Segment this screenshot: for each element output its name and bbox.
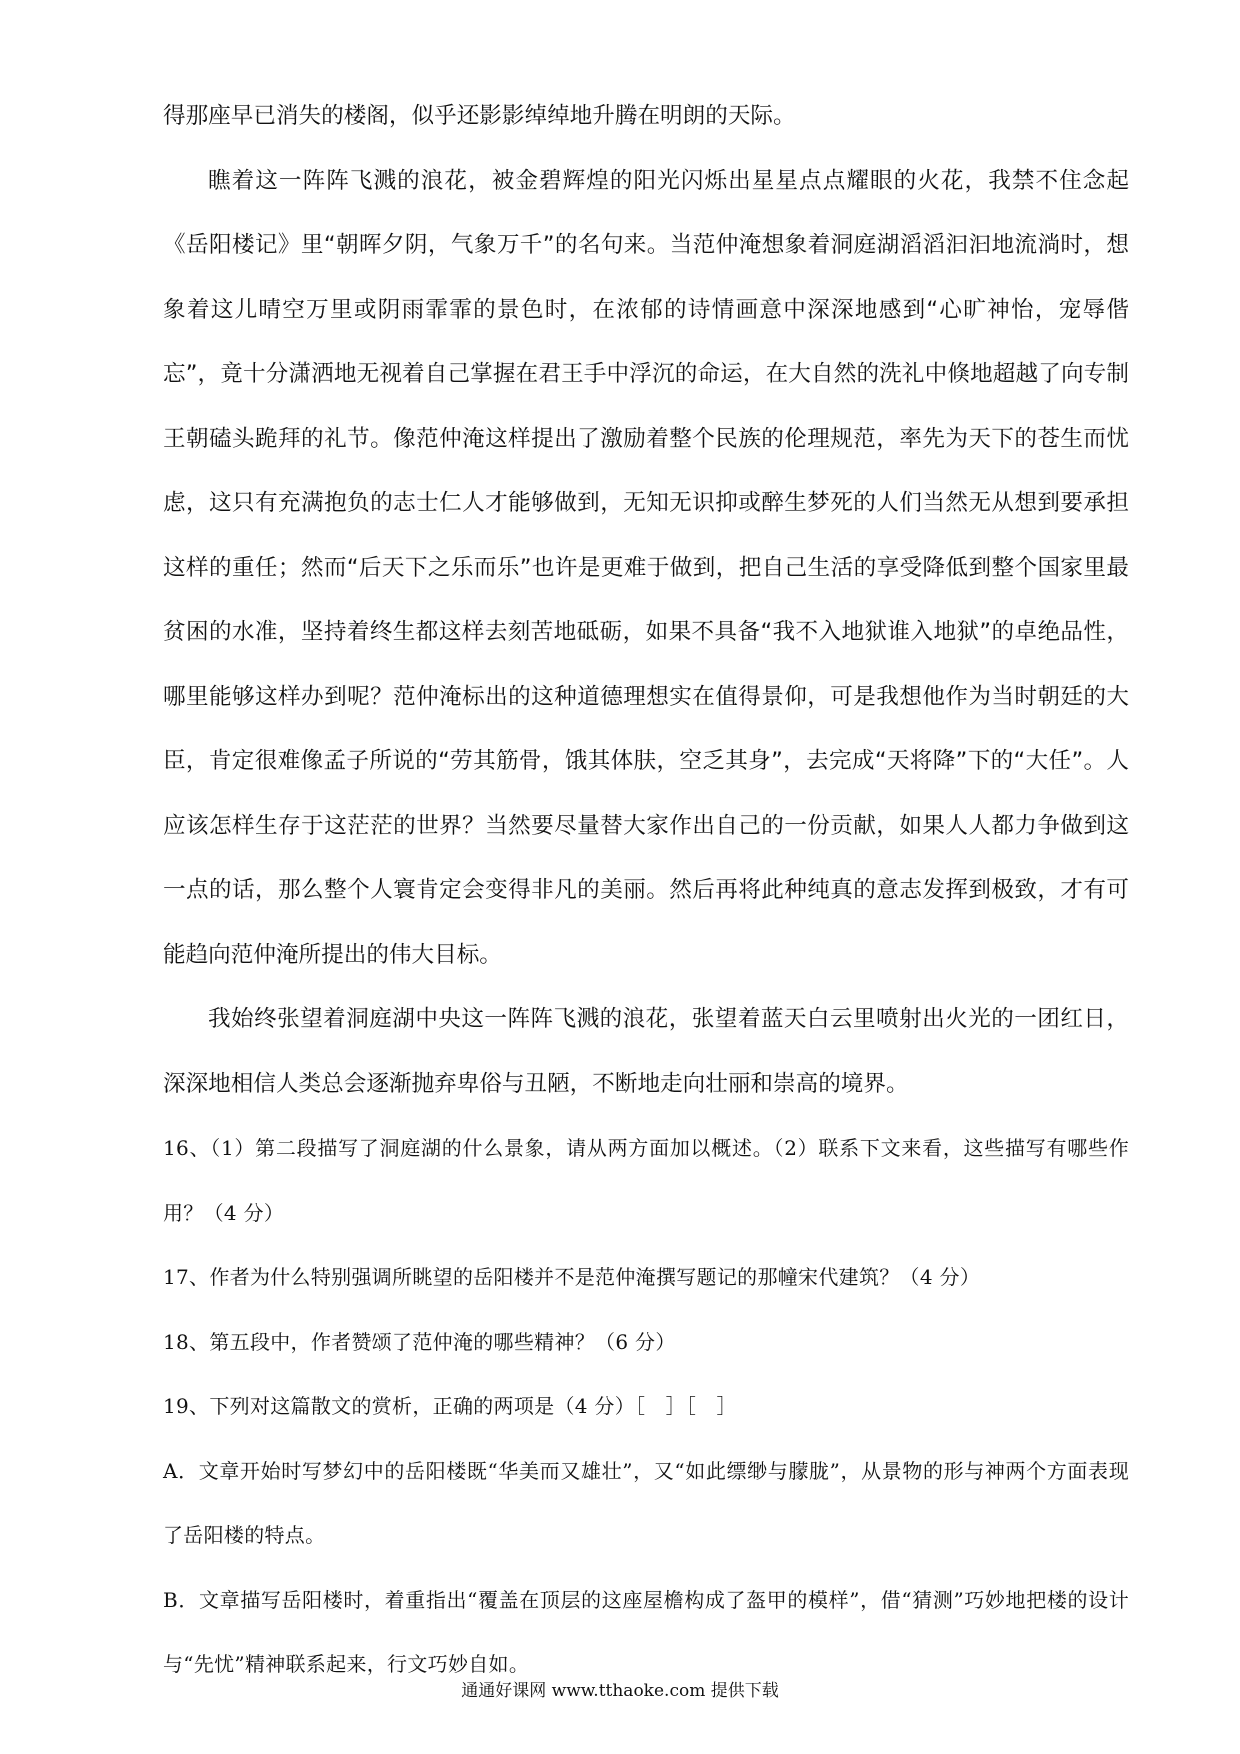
passage-paragraph-2: 瞧着这一阵阵飞溅的浪花，被金碧辉煌的阳光闪烁出星星点点耀眼的火花，我禁不住念起《岳阳楼记》里“朝晖夕阴，气象万千”的名句来。当范仲淹想象着洞庭湖滔滔汩汩地流淌时，想象着这儿晴空万里或阴雨霏霏的景色时，在浓郁的诗情画意中深深地感到“心旷神怡，宠辱偕忘”，竟十分潇洒地无视着自己掌握在君王手中浮沉的命运，在大自然的洗礼中倏地超越了向专制王朝磕头跪拜的礼节。像范仲淹这样提出了激励着整个民族的伦理规范，率先为天下的苍生而忧虑，这只有充满抱负的志士仁人才能够做到，无知无识抑或醉生梦死的人们当然无从想到要承担这样的重任；然而“后天下之乐而乐”也许是更难于做到，把自己生活的享受降低到整个国家里最贫困的水准，坚持着终生都这样去刻苦地砥砺，如果不具备“我不入地狱谁入地狱”的卓绝品性，哪里能够这样办到呢？范仲淹标出的这种道德理想实在值得景仰，可是我想他作为当时朝廷的大臣，肯定很难像孟子所说的“劳其筋骨，饿其体肤，空乏其身”，去完成“天将降”下的“大任”。人应该怎样生存于这茫茫的世界？当然要尽量替大家作出自己的一份贡献，如果人人都力争做到这一点的话，那么整个人寰肯定会变得非凡的美丽。然后再将此种纯真的意志发挥到极致，才有可能趋向范仲淹所提出的伟大目标。 <box>163 167 1129 968</box>
question-19-option-a: A．文章开始时写梦幻中的岳阳楼既“华美而又雄壮”，又“如此缥缈与朦胧”，从景物的形与神两个方面表现了岳阳楼的特点。 <box>163 1458 1129 1547</box>
question-17: 17、作者为什么特别强调所眺望的岳阳楼并不是范仲淹撰写题记的那幢宋代建筑？（4 分） <box>163 1265 981 1289</box>
passage-paragraph-1-continued: 得那座早已消失的楼阁，似乎还影影绰绰地升腾在明朗的天际。 <box>163 103 796 129</box>
question-18: 18、第五段中，作者赞颂了范仲淹的哪些精神？（6 分） <box>163 1329 676 1354</box>
question-16: 16、（1）第二段描写了洞庭湖的什么景象，请从两方面加以概述。（2）联系下文来看，这些描写有哪些作用？（4 分） <box>163 1136 1129 1225</box>
page-footer: 通通好课网 www.tthaoke.com 提供下载 <box>461 1681 779 1701</box>
question-19: 19、下列对这篇散文的赏析，正确的两项是（4 分）［ ］［ ］ <box>163 1394 737 1418</box>
document-body <box>163 84 1129 1697</box>
question-19-option-b: B．文章描写岳阳楼时，着重指出“覆盖在顶层的这座屋檐构成了盔甲的模样”，借“猜测”巧妙地把楼的设计与“先忧”精神联系起来，行文巧妙自如。 <box>163 1587 1129 1676</box>
passage-paragraph-3: 我始终张望着洞庭湖中央这一阵阵飞溅的浪花，张望着蓝天白云里喷射出火光的一团红日，深深地相信人类总会逐渐抛弃卑俗与丑陋，不断地走向壮丽和崇高的境界。 <box>163 1006 1129 1097</box>
